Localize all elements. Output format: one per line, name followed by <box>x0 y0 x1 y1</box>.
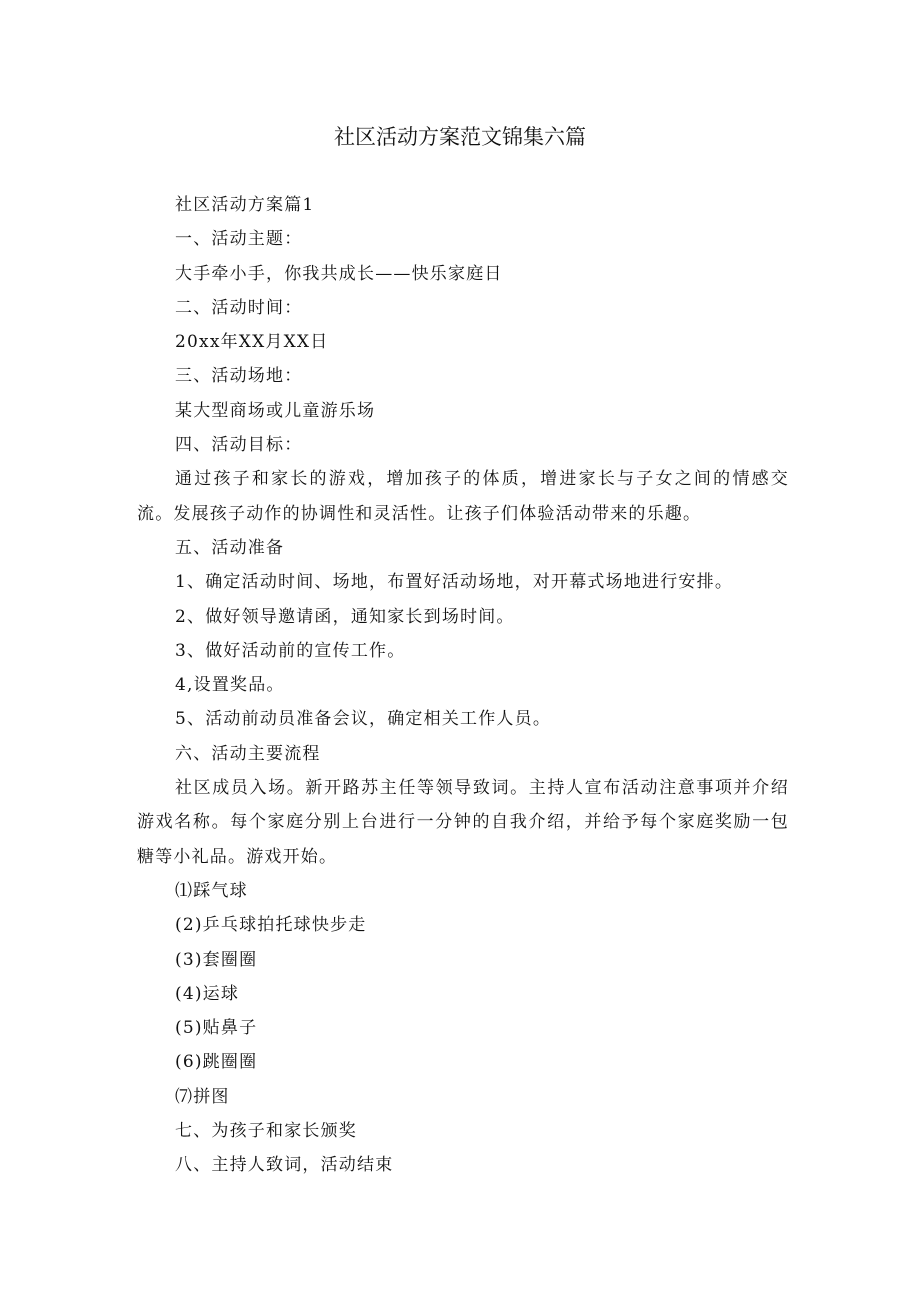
prep-item: 4,设置奖品。 <box>175 675 285 696</box>
prep-heading: 五、活动准备 <box>175 537 285 558</box>
time-heading: 二、活动时间： <box>175 297 303 318</box>
time-text: 20xx年XX月XX日 <box>175 332 329 353</box>
document-body <box>137 188 789 1183</box>
section-heading: 社区活动方案篇1 <box>175 195 315 215</box>
game-item: (2)乒乓球拍托球快步走 <box>175 915 367 936</box>
document-title: 社区活动方案范文锦集六篇 <box>334 125 586 149</box>
theme-text: 大手牵小手，你我共成长——快乐家庭日 <box>175 263 503 284</box>
award-heading: 七、为孩子和家长颁奖 <box>175 1121 357 1142</box>
game-item: (5)贴鼻子 <box>175 1018 258 1039</box>
prep-item: 3、做好活动前的宣传工作。 <box>175 640 406 661</box>
game-item: ⑺拼图 <box>175 1086 230 1107</box>
prep-item: 5、活动前动员准备会议，确定相关工作人员。 <box>175 709 552 730</box>
game-item: (6)跳圈圈 <box>175 1052 258 1073</box>
closing-heading: 八、主持人致词，活动结束 <box>175 1155 394 1176</box>
venue-heading: 三、活动场地： <box>175 366 303 387</box>
theme-heading: 一、活动主题： <box>175 229 303 250</box>
prep-item: 2、做好领导邀请函，通知家长到场时间。 <box>175 606 515 627</box>
flow-heading: 六、活动主要流程 <box>175 743 321 764</box>
goal-paragraph: 通过孩子和家长的游戏，增加孩子的体质，增进家长与子女之间的情感交流。发展孩子动作的协调性和灵活性。让孩子们体验活动带来的乐趣。 <box>137 469 789 524</box>
goal-heading: 四、活动目标： <box>175 435 303 456</box>
prep-item: 1、确定活动时间、场地，布置好活动场地，对开幕式场地进行安排。 <box>175 572 734 593</box>
flow-paragraph: 社区成员入场。新开路苏主任等领导致词。主持人宣布活动注意事项并介绍游戏名称。每个家庭分别上台进行一分钟的自我介绍，并给予每个家庭奖励一包糖等小礼品。游戏开始。 <box>137 778 789 867</box>
venue-text: 某大型商场或儿童游乐场 <box>175 400 376 421</box>
game-item: (3)套圈圈 <box>175 949 258 970</box>
game-item: ⑴踩气球 <box>175 880 248 901</box>
game-item: (4)运球 <box>175 983 240 1004</box>
